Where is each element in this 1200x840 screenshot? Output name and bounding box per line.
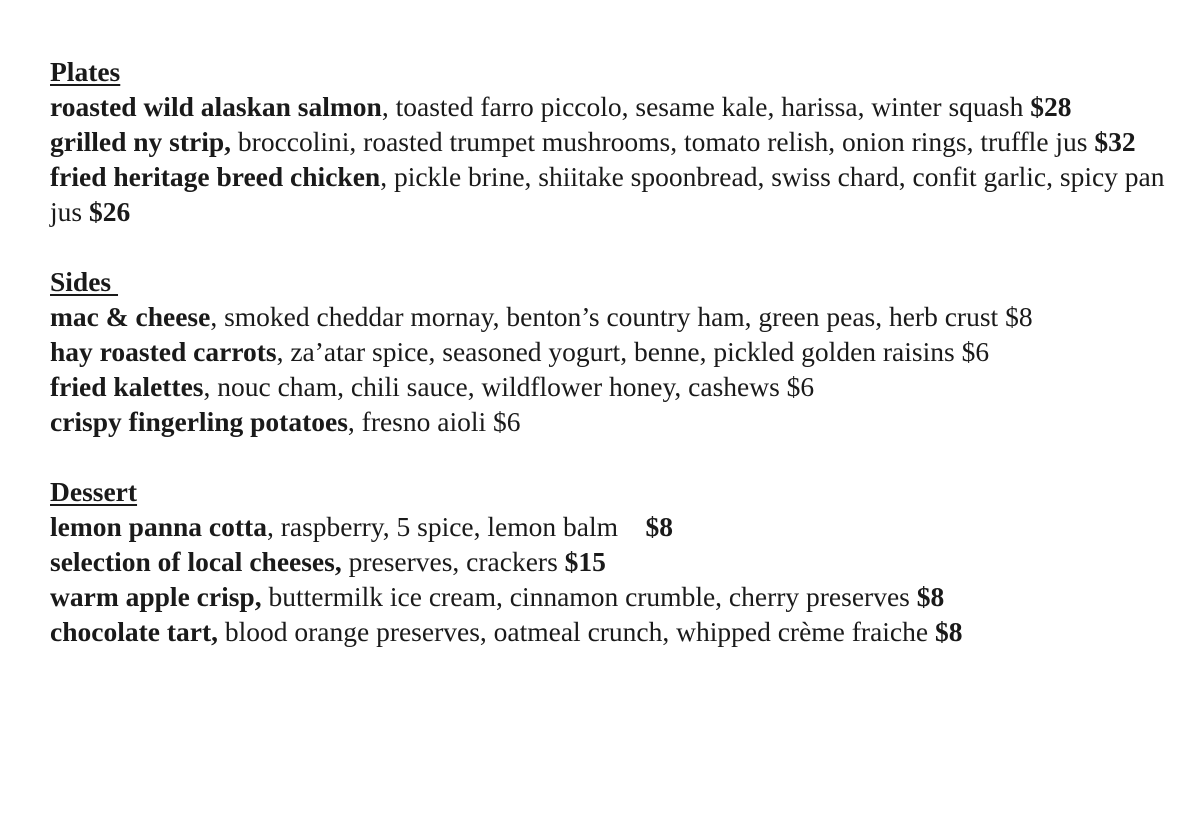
item-name: grilled ny strip, — [50, 126, 232, 157]
item-price: $8 — [645, 511, 673, 542]
item-name: hay roasted carrots — [50, 336, 277, 367]
section-heading: Sides — [50, 266, 119, 297]
menu-item — [50, 509, 1170, 544]
section-heading: Plates — [50, 56, 121, 87]
item-description: nouc cham, chili sauce, wildflower honey, cashews — [210, 371, 787, 402]
menu-item — [50, 124, 1170, 159]
menu-document — [50, 54, 1170, 649]
item-description: toasted farro piccolo, sesame kale, harissa, winter squash — [388, 91, 1031, 122]
item-description: raspberry, 5 spice, lemon balm — [273, 511, 646, 542]
menu-item — [50, 89, 1170, 124]
item-description: fresno aioli — [354, 406, 494, 437]
section-dessert — [50, 474, 1170, 649]
item-name: fried heritage breed chicken — [50, 161, 381, 192]
section-sides — [50, 264, 1170, 439]
menu-item — [50, 614, 1170, 649]
item-separator: , — [266, 511, 274, 542]
item-description: preserves, crackers — [341, 546, 565, 577]
menu-item — [50, 334, 1170, 369]
item-name: selection of local cheeses, — [50, 546, 342, 577]
item-name: fried kalettes — [50, 371, 204, 402]
item-name: crispy fingerling potatoes — [50, 406, 348, 437]
item-description: pickle brine, shiitake spoonbread, swiss chard, confit garlic, spicy pan jus — [50, 161, 1165, 227]
menu-item — [50, 299, 1170, 334]
menu-item — [50, 579, 1170, 614]
item-separator: , — [380, 161, 388, 192]
item-price: $32 — [1094, 126, 1136, 157]
menu-item — [50, 404, 1170, 439]
item-description: buttermilk ice cream, cinnamon crumble, cherry preserves — [261, 581, 917, 612]
item-price: $8 — [934, 616, 963, 647]
section-heading: Dessert — [50, 476, 138, 507]
item-name: warm apple crisp, — [50, 581, 262, 612]
item-name: chocolate tart, — [50, 616, 218, 647]
item-description: za’atar spice, seasoned yogurt, benne, pickled golden raisins — [283, 336, 962, 367]
item-separator: , — [347, 406, 355, 437]
item-price: $6 — [961, 336, 990, 367]
item-name: roasted wild alaskan salmon — [50, 91, 382, 122]
item-price: $6 — [786, 371, 815, 402]
item-name: lemon panna cotta — [50, 511, 267, 542]
section-plates — [50, 54, 1170, 229]
item-price: $15 — [564, 546, 606, 577]
item-description: smoked cheddar mornay, benton’s country ham, green peas, herb crust — [217, 301, 1006, 332]
item-description: broccolini, roasted trumpet mushrooms, tomato relish, onion rings, truffle jus — [231, 126, 1095, 157]
item-name: mac & cheese — [50, 301, 211, 332]
item-separator: , — [210, 301, 218, 332]
item-price: $8 — [916, 581, 945, 612]
item-separator: , — [276, 336, 284, 367]
menu-item — [50, 159, 1170, 229]
item-separator: , — [203, 371, 211, 402]
item-price: $28 — [1030, 91, 1072, 122]
item-price: $8 — [1005, 301, 1033, 332]
menu-item — [50, 369, 1170, 404]
item-price: $6 — [493, 406, 521, 437]
item-separator: , — [381, 91, 389, 122]
menu-item — [50, 544, 1170, 579]
item-price: $26 — [88, 196, 131, 227]
item-description: blood orange preserves, oatmeal crunch, whipped crème fraiche — [217, 616, 935, 647]
